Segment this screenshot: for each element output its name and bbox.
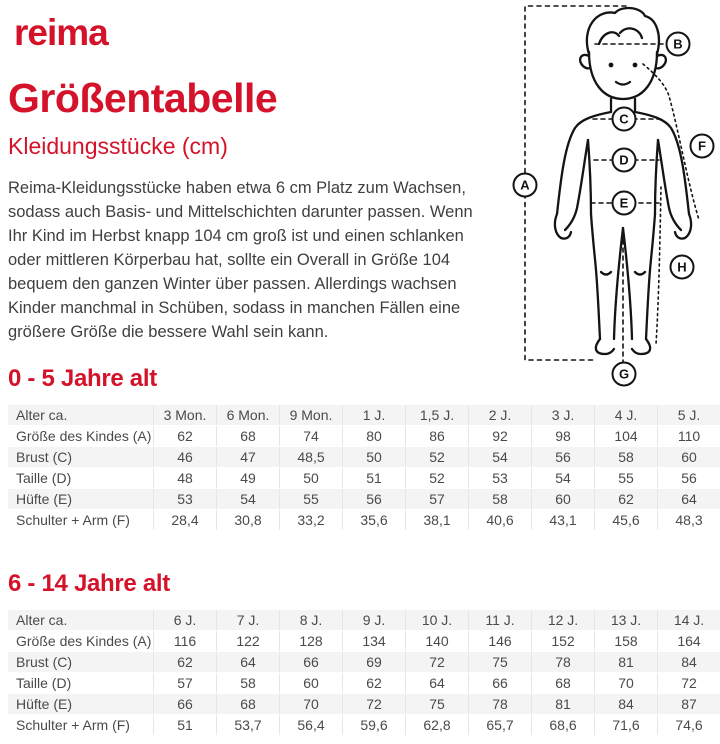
measurement-value-cell: 81 <box>531 694 594 714</box>
measurement-value-cell: 152 <box>531 631 594 651</box>
svg-text:F: F <box>698 138 706 154</box>
label-B <box>667 33 690 56</box>
age-column-header: 13 J. <box>594 610 657 630</box>
left-knee-mark <box>601 272 611 275</box>
table-row <box>8 447 720 467</box>
measurement-value-cell: 66 <box>279 652 342 672</box>
measurement-value-cell: 51 <box>153 715 216 735</box>
table-row <box>8 631 720 651</box>
measurement-value-cell: 56 <box>531 447 594 467</box>
measurement-value-cell: 56 <box>657 468 720 488</box>
measurement-value-cell: 66 <box>153 694 216 714</box>
left-foot <box>596 339 614 354</box>
measurement-row-label: Größe des Kindes (A) <box>8 631 153 651</box>
svg-text:D: D <box>619 152 629 168</box>
measurement-value-cell: 50 <box>342 447 405 467</box>
measurement-value-cell: 60 <box>279 673 342 693</box>
age-column-header: 11 J. <box>468 610 531 630</box>
table-row <box>8 489 720 509</box>
table-header-row <box>8 610 720 630</box>
age-column-header: 3 J. <box>531 405 594 425</box>
label-H <box>671 256 694 279</box>
left-eye <box>609 63 614 68</box>
measurement-value-cell: 58 <box>594 447 657 467</box>
measurement-value-cell: 51 <box>342 468 405 488</box>
hair-curl <box>620 28 642 38</box>
measurement-value-cell: 65,7 <box>468 715 531 735</box>
measurement-value-cell: 55 <box>594 468 657 488</box>
table-row <box>8 510 720 530</box>
measurement-value-cell: 59,6 <box>342 715 405 735</box>
measurement-value-cell: 64 <box>405 673 468 693</box>
measurement-value-cell: 116 <box>153 631 216 651</box>
measurement-row-label: Brust (C) <box>8 447 153 467</box>
measurement-value-cell: 49 <box>216 468 279 488</box>
measurement-value-cell: 28,4 <box>153 510 216 530</box>
svg-text:C: C <box>619 111 629 127</box>
label-A <box>514 174 537 197</box>
measurement-value-cell: 54 <box>468 447 531 467</box>
measurement-value-cell: 158 <box>594 631 657 651</box>
measurement-value-cell: 52 <box>405 447 468 467</box>
measurement-value-cell: 40,6 <box>468 510 531 530</box>
svg-text:H: H <box>677 259 687 275</box>
age-column-header: 1 J. <box>342 405 405 425</box>
measurement-value-cell: 62 <box>342 673 405 693</box>
measurement-value-cell: 62 <box>153 426 216 446</box>
measurement-value-cell: 87 <box>657 694 720 714</box>
measurement-value-cell: 50 <box>279 468 342 488</box>
measurement-row-label: Hüfte (E) <box>8 694 153 714</box>
right-knee-mark <box>635 272 645 275</box>
measurement-value-cell: 58 <box>216 673 279 693</box>
measurement-value-cell: 70 <box>594 673 657 693</box>
reima-logo: reima <box>14 12 108 53</box>
measurement-value-cell: 55 <box>279 489 342 509</box>
size-table-6-14 <box>8 609 720 736</box>
measurement-value-cell: 57 <box>153 673 216 693</box>
measurement-value-cell: 110 <box>657 426 720 446</box>
measurement-value-cell: 48,3 <box>657 510 720 530</box>
age-column-header: 10 J. <box>405 610 468 630</box>
measurement-value-cell: 33,2 <box>279 510 342 530</box>
measurement-value-cell: 54 <box>216 489 279 509</box>
measurement-value-cell: 62,8 <box>405 715 468 735</box>
measurement-value-cell: 68 <box>216 426 279 446</box>
measurement-value-cell: 64 <box>216 652 279 672</box>
right-eye <box>633 63 638 68</box>
age-column-header: 6 J. <box>153 610 216 630</box>
section-heading-6-14: 6 - 14 Jahre alt <box>8 569 170 597</box>
measurement-value-cell: 72 <box>657 673 720 693</box>
table-row <box>8 652 720 672</box>
measurement-value-cell: 48,5 <box>279 447 342 467</box>
measurement-value-cell: 75 <box>468 652 531 672</box>
age-column-header: 9 Mon. <box>279 405 342 425</box>
table-row <box>8 673 720 693</box>
measurement-value-cell: 98 <box>531 426 594 446</box>
measurement-value-cell: 80 <box>342 426 405 446</box>
measurement-value-cell: 60 <box>657 447 720 467</box>
table-row <box>8 715 720 735</box>
left-leg-inner <box>614 228 623 339</box>
table-row <box>8 468 720 488</box>
label-G <box>613 363 636 386</box>
measurement-value-cell: 62 <box>594 489 657 509</box>
measurement-value-cell: 134 <box>342 631 405 651</box>
page-title: Größentabelle <box>8 75 278 121</box>
measurement-value-cell: 86 <box>405 426 468 446</box>
table-header-row <box>8 405 720 425</box>
measurement-value-cell: 140 <box>405 631 468 651</box>
measurement-value-cell: 43,1 <box>531 510 594 530</box>
svg-text:A: A <box>520 177 530 193</box>
label-E <box>613 192 636 215</box>
measurement-row-label: Taille (D) <box>8 468 153 488</box>
measurement-value-cell: 74 <box>279 426 342 446</box>
measurement-value-cell: 68 <box>531 673 594 693</box>
measurement-value-cell: 56,4 <box>279 715 342 735</box>
svg-text:E: E <box>619 195 629 211</box>
label-C <box>613 108 636 131</box>
measurement-value-cell: 64 <box>657 489 720 509</box>
age-column-header: 12 J. <box>531 610 594 630</box>
face-outline <box>589 52 657 99</box>
measurement-value-cell: 35,6 <box>342 510 405 530</box>
label-F <box>691 135 714 158</box>
age-column-header: 5 J. <box>657 405 720 425</box>
measurement-value-cell: 56 <box>342 489 405 509</box>
intro-paragraph: Reima-Kleidungsstücke haben etwa 6 cm Platz zum Wachsen, sodass auch Basis- und Mittelschichten darunter passen. Wenn Ihr Kind im Herbst knapp 104 cm groß ist und einen schlanken oder mittleren Körperbau hat, sollte ein Overall in Größe 104 bequem den ganzen Winter über passen. Allerdings wachsen Kinder manchmal in Schüben, sodass in manchen Fällen eine größere Größe die bessere Wahl sein kann. <box>8 179 473 341</box>
label-D <box>613 149 636 172</box>
measurement-value-cell: 30,8 <box>216 510 279 530</box>
measurement-value-cell: 84 <box>657 652 720 672</box>
mouth <box>616 82 630 85</box>
age-column-header: 1,5 J. <box>405 405 468 425</box>
measurement-value-cell: 122 <box>216 631 279 651</box>
table-row <box>8 426 720 446</box>
measurement-value-cell: 53 <box>153 489 216 509</box>
measurement-row-label: Brust (C) <box>8 652 153 672</box>
height-measure-line <box>525 6 629 360</box>
section-heading-0-5: 0 - 5 Jahre alt <box>8 364 157 392</box>
measurement-row-label: Taille (D) <box>8 673 153 693</box>
measurement-value-cell: 74,6 <box>657 715 720 735</box>
measurement-value-cell: 48 <box>153 468 216 488</box>
measurement-value-cell: 128 <box>279 631 342 651</box>
age-column-header: 2 J. <box>468 405 531 425</box>
hair-curl <box>599 32 619 44</box>
svg-text:G: G <box>618 366 630 382</box>
measurement-value-cell: 164 <box>657 631 720 651</box>
age-header-label: Alter ca. <box>8 405 153 425</box>
right-arm-inner <box>658 140 681 230</box>
measurement-value-cell: 71,6 <box>594 715 657 735</box>
size-table-0-5 <box>8 404 720 531</box>
age-column-header: 6 Mon. <box>216 405 279 425</box>
measurement-value-cell: 47 <box>216 447 279 467</box>
age-column-header: 14 J. <box>657 610 720 630</box>
page-subtitle: Kleidungsstücke (cm) <box>8 133 228 160</box>
measurement-value-cell: 45,6 <box>594 510 657 530</box>
measurement-value-cell: 146 <box>468 631 531 651</box>
measurement-value-cell: 38,1 <box>405 510 468 530</box>
right-leg-inner <box>623 228 632 339</box>
body-measurement-figure <box>503 2 717 392</box>
measurement-value-cell: 69 <box>342 652 405 672</box>
table-row <box>8 694 720 714</box>
measurement-value-cell: 92 <box>468 426 531 446</box>
measurement-value-cell: 46 <box>153 447 216 467</box>
outer-leg-measure-line <box>656 187 661 344</box>
child-outline-drawing <box>503 2 717 392</box>
measurement-value-cell: 57 <box>405 489 468 509</box>
measurement-value-cell: 53 <box>468 468 531 488</box>
measurement-value-cell: 72 <box>405 652 468 672</box>
left-leg-outer <box>591 214 600 339</box>
right-leg-outer <box>646 214 655 339</box>
measurement-value-cell: 66 <box>468 673 531 693</box>
measurement-value-cell: 104 <box>594 426 657 446</box>
measurement-value-cell: 75 <box>405 694 468 714</box>
measurement-value-cell: 53,7 <box>216 715 279 735</box>
measurement-row-label: Hüfte (E) <box>8 489 153 509</box>
age-column-header: 9 J. <box>342 610 405 630</box>
measurement-value-cell: 78 <box>468 694 531 714</box>
age-column-header: 7 J. <box>216 610 279 630</box>
age-header-label: Alter ca. <box>8 610 153 630</box>
measurement-value-cell: 84 <box>594 694 657 714</box>
measurement-value-cell: 62 <box>153 652 216 672</box>
measurement-value-cell: 81 <box>594 652 657 672</box>
svg-text:B: B <box>673 36 683 52</box>
measurement-value-cell: 70 <box>279 694 342 714</box>
right-foot <box>632 339 650 354</box>
measurement-row-label: Größe des Kindes (A) <box>8 426 153 446</box>
measurement-value-cell: 68 <box>216 694 279 714</box>
measurement-value-cell: 58 <box>468 489 531 509</box>
measurement-value-cell: 68,6 <box>531 715 594 735</box>
measurement-value-cell: 54 <box>531 468 594 488</box>
age-column-header: 8 J. <box>279 610 342 630</box>
age-column-header: 4 J. <box>594 405 657 425</box>
left-arm-inner <box>565 140 588 230</box>
measurement-row-label: Schulter + Arm (F) <box>8 715 153 735</box>
measurement-value-cell: 72 <box>342 694 405 714</box>
age-column-header: 3 Mon. <box>153 405 216 425</box>
measurement-value-cell: 78 <box>531 652 594 672</box>
measurement-value-cell: 60 <box>531 489 594 509</box>
measurement-value-cell: 52 <box>405 468 468 488</box>
measurement-row-label: Schulter + Arm (F) <box>8 510 153 530</box>
